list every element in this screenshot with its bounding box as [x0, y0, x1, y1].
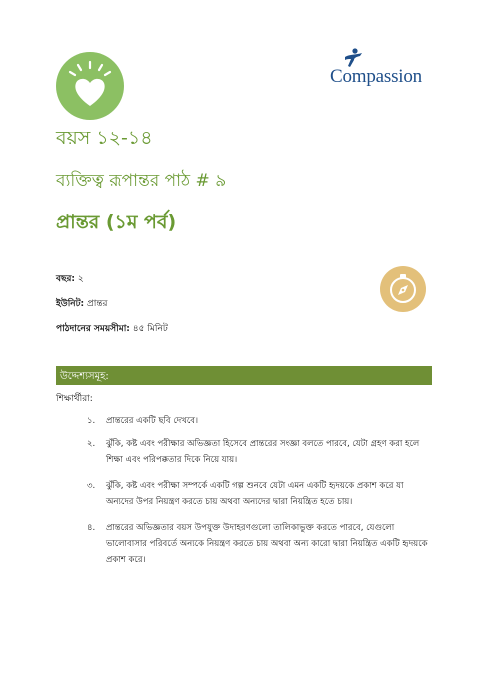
objectives-header: [56, 366, 432, 385]
time-label: পাঠদানের সময়সীমা:: [56, 324, 130, 334]
meta-year: [56, 271, 84, 286]
meta-unit: [56, 296, 108, 311]
objective-number: ১.: [87, 416, 96, 426]
objective-text: প্রান্তরের একটি ছবি দেখবে।: [106, 416, 199, 426]
age-range: বয়স ১২-১৪: [56, 127, 153, 149]
compassion-logo: [330, 48, 440, 90]
lesson-title: প্রান্তর (১ম পর্ব): [56, 211, 177, 233]
objective-number: ৩.: [87, 481, 96, 491]
year-value: ২: [77, 274, 84, 284]
heart-icon: [56, 52, 124, 120]
objectives-intro: শিক্ষার্থীরা:: [56, 394, 93, 404]
meta-time: [56, 321, 168, 336]
unit-value: প্রান্তর: [87, 299, 108, 309]
time-value: ৪৫ মিনিট: [132, 324, 168, 334]
compass-icon: [380, 266, 426, 312]
objective-number: ৪.: [87, 523, 96, 533]
objective-text: ঝুঁকি, কষ্ট এবং পরীক্ষা সম্পর্কে একটি গল্প শুনবে যেটা এমন একটি হৃদয়কে প্রকাশ করে যা অন্যদের উপর নিয়ন্ত্রণ করতে চায় অথবা অন্যদের দ্বারা নিয়ন্ত্রিত হতে চায়।: [106, 481, 404, 507]
compassion-figure-icon: [342, 48, 364, 68]
objectives-heading: উদ্দেশ্যসমূহ:: [60, 371, 109, 382]
logo-text: Compassion: [330, 66, 422, 87]
series-title: ব্যক্তিত্ব রূপান্তর পাঠ # ৯: [56, 171, 227, 191]
objective-number: ২.: [87, 439, 96, 449]
objective-text: প্রান্তরের অভিজ্ঞতার বয়স উপযুক্ত উদাহরণগুলো তালিকাভুক্ত করতে পারবে, যেগুলো ভালোবাসার পরিবর্তে অন্যকে নিয়ন্ত্রণ করতে চায় অথবা অন্য কারো দ্বারা নিয়ন্ত্রিত একটি হৃদয়কে প্রকাশ করে।: [106, 523, 428, 565]
year-label: বছর:: [56, 274, 76, 284]
unit-label: ইউনিট:: [56, 299, 85, 309]
objective-text: ঝুঁকি, কষ্ট এবং পরীক্ষার অভিজ্ঞতা হিসেবে প্রান্তরের সংজ্ঞা বলতে পারবে, যেটা গ্রহণ করা হলে শিক্ষা এবং পরিপক্কতার দিকে নিয়ে যায়।: [106, 439, 420, 465]
